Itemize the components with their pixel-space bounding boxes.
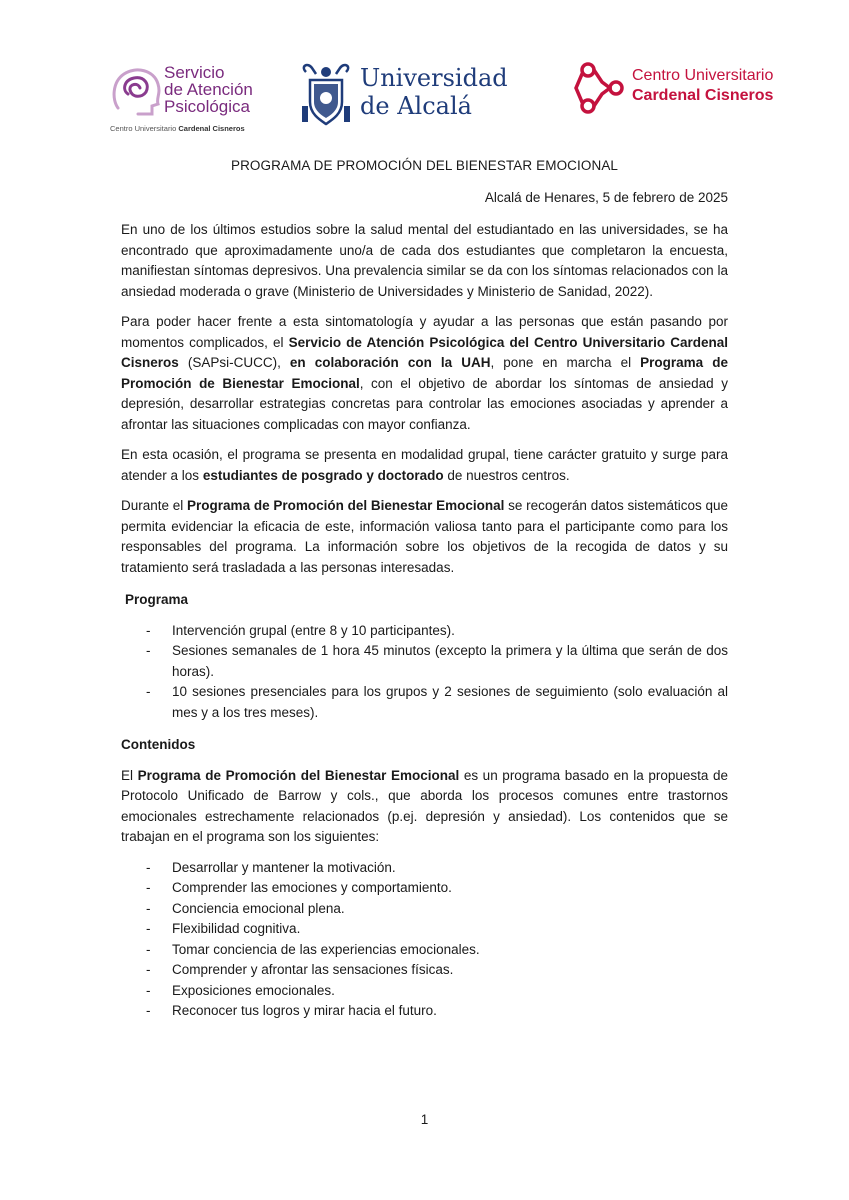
list-item: - Conciencia emocional plena. <box>146 900 345 916</box>
cucc-logo-text: Centro Universitario Cardenal Cisneros <box>632 67 774 104</box>
paragraph-contenidos-intro: El Programa de Promoción del Bienestar Emocional es un programa basado en la propuesta de Protocolo Unificado de Barrow y cols., que aborda los procesos comunes entre trastornos emocionales estrechamente relacionados (p.ej. depresión y ansiedad). Los contenidos que se trabajan en el programa son los siguientes: <box>121 767 728 844</box>
dateline: Alcalá de Henares, 5 de febrero de 2025 <box>484 190 728 205</box>
section-heading-programa: Programa <box>125 592 189 607</box>
list-item: - Comprender las emociones y comportamiento. <box>146 880 452 895</box>
list-item: - Comprender y afrontar las sensaciones físicas. <box>146 962 454 977</box>
paragraph-intro: En uno de los últimos estudios sobre la salud mental del estudiantado en las universidades, se ha encontrado que aproximadamente uno/a de cada dos estudiantes que completaron la encuesta, manifiestan síntomas depresivos. Una prevalencia similar se da con los síntomas relacionados con la ansiedad moderada o grave (Ministerio de Universidades y Ministerio de Sanidad, 2022). <box>121 222 728 299</box>
document-body <box>121 220 728 1032</box>
coat-of-arms-icon <box>298 62 354 126</box>
paragraph-program-intro: Para poder hacer frente a esta sintomatología y ayudar a las personas que están pasando por momentos complicados, el Servicio de Atención Psicológica del Centro Universitario Cardenal Cisneros (SAPsi-CUCC), en colaboración con la UAH, pone en marcha el Programa de Promoción de Bienestar Emocional, con el objetivo de abordar los síntomas de ansiedad y depresión, desarrollar estrategias concretas para controlar las emociones asociadas y aprender a afrontar las situaciones complicadas con mayor confianza. <box>121 314 729 432</box>
list-item: - Desarrollar y mantener la motivación. <box>146 859 396 875</box>
cucc-logo <box>572 58 787 118</box>
paragraph-modality: En esta ocasión, el programa se presenta en modalidad grupal, tiene carácter gratuito y surge para atender a los estudiantes de posgrado y doctorado de nuestros centros. <box>121 447 728 483</box>
list-item: - Tomar conciencia de las experiencias emocionales. <box>146 941 480 957</box>
paragraph-data-collection: Durante el Programa de Promoción del Bienestar Emocional se recogerán datos sistemáticos que permita evidenciar la eficacia de este, información valiosa tanto para el participante como para los responsables del programa. La información sobre los objetivos de la recogida de datos y su tratamiento será trasladada a las personas interesadas. <box>121 498 729 575</box>
list-item: - Sesiones semanales de 1 hora 45 minutos (excepto la primera y la última que serán de dos horas). <box>146 643 728 679</box>
cucc-emblem-icon <box>572 60 628 116</box>
contenidos-list <box>121 858 728 1022</box>
sap-logo-text: Servicio de Atención Psicológica <box>164 63 253 116</box>
section-heading-contenidos: Contenidos <box>121 737 196 752</box>
sap-logo-subtitle: Centro Universitario Cardenal Cisneros <box>110 124 245 133</box>
list-item: - Reconocer tus logros y mirar hacia el futuro. <box>146 1003 437 1018</box>
list-item: - Flexibilidad cognitiva. <box>146 921 301 936</box>
list-item: - Exposiciones emocionales. <box>146 982 335 998</box>
uah-logo-text: Universidad de Alcalá <box>360 64 508 120</box>
page-number: 1 <box>420 1112 429 1127</box>
list-item: - 10 sesiones presenciales para los grupos y 2 sesiones de seguimiento (solo evaluación al mes y a los tres meses). <box>146 684 728 720</box>
page-title: PROGRAMA DE PROMOCIÓN DEL BIENESTAR EMOCIONAL <box>230 158 619 173</box>
uah-logo <box>298 62 508 128</box>
programa-list <box>121 621 728 724</box>
head-spiral-icon <box>108 64 164 120</box>
sap-logo <box>108 62 258 140</box>
list-item: - Intervención grupal (entre 8 y 10 participantes). <box>146 622 455 638</box>
